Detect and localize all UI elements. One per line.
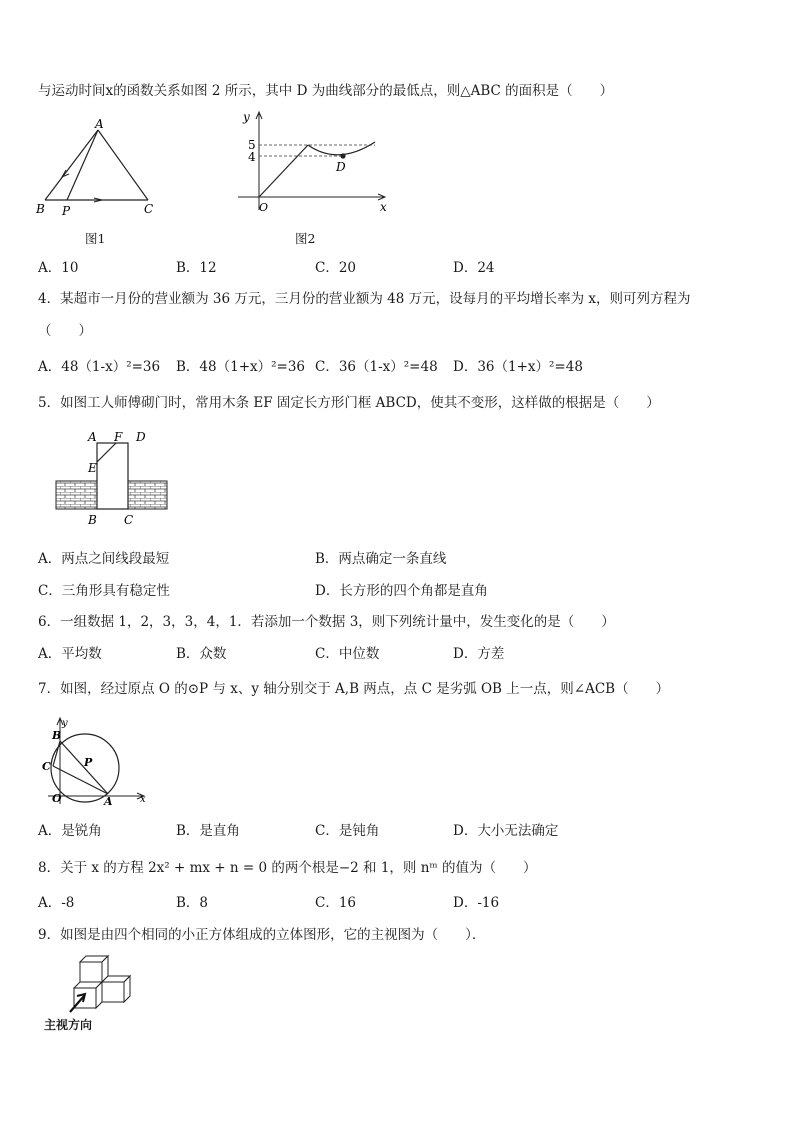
label-d: D	[136, 430, 146, 444]
q3-stem: 与运动时间x的函数关系如图 2 所示，其中 D 为曲线部分的最低点，则△ABC 的面积是（ ）	[38, 83, 614, 99]
line-ca	[53, 766, 108, 794]
label-a: A	[104, 795, 113, 808]
q4-stem-cont: （ ）	[38, 323, 92, 339]
label-c: C	[144, 202, 154, 216]
q3-option-b: B．12	[176, 260, 217, 276]
q7-option-b: B．是直角	[176, 823, 240, 839]
label-p: P	[84, 756, 93, 769]
q4-stem: 4．某超市一月份的营业额为 36 万元，三月份的营业额为 48 万元，设每月的平均增长率为 x，则可列方程为	[38, 291, 691, 307]
q8-option-c: C．16	[315, 895, 357, 911]
q7-option-c: C．是钝角	[315, 823, 380, 839]
q8-option-d: D．-16	[453, 895, 500, 911]
graph-segment	[259, 145, 308, 197]
q5-option-b: B．两点确定一条直线	[315, 551, 447, 567]
label-4: 4	[248, 150, 256, 164]
q5-option-a: A．两点之间线段最短	[38, 551, 170, 567]
line-ac	[98, 130, 148, 200]
q6-option-c: C．中位数	[315, 646, 380, 662]
label-y: y	[243, 110, 250, 124]
q5-figure	[50, 426, 172, 530]
q4-option-c: C．36（1-x）²=48	[315, 359, 438, 375]
label-b: B	[52, 729, 62, 742]
q6-option-a: A．平均数	[38, 646, 102, 662]
label-5: 5	[248, 138, 256, 152]
brick-wall-left	[56, 481, 97, 509]
label-o: O	[52, 792, 62, 805]
q9-cubes-figure	[62, 952, 142, 1016]
label-x: x	[380, 200, 387, 214]
q4-option-b: B．48（1+x）²=36	[176, 359, 306, 375]
q7-option-a: A．是锐角	[38, 823, 102, 839]
label-d: D	[336, 160, 346, 174]
q7-figure	[38, 714, 156, 810]
label-a: A	[95, 117, 104, 131]
point-d	[340, 153, 345, 158]
q3-option-d: D．24	[453, 260, 495, 276]
label-b: B	[88, 513, 97, 527]
brick-wall-right	[128, 481, 167, 509]
label-c: C	[42, 760, 51, 773]
q7-option-d: D．大小无法确定	[453, 823, 559, 839]
cube-top	[80, 956, 108, 982]
q3-figure-1	[30, 112, 170, 222]
q5-option-d: D．长方形的四个角都是直角	[315, 583, 488, 599]
wood-strip-ef	[97, 443, 116, 462]
q5-stem: 5．如图工人师傅砌门时，常用木条 EF 固定长方形门框 ABCD，使其不变形，这样做的根据是（ ）	[38, 395, 660, 411]
q3-option-a: A．10	[38, 260, 79, 276]
q5-option-c: C．三角形具有稳定性	[38, 583, 170, 599]
q3-figure-2	[230, 108, 400, 220]
q4-option-d: D．36（1+x）²=48	[453, 359, 583, 375]
label-y: y	[62, 718, 68, 729]
label-a: A	[88, 430, 97, 444]
q3-fig1-caption: 图1	[85, 231, 106, 246]
q7-stem: 7．如图，经过原点 O 的⊙P 与 x、y 轴分别交于 A,B 两点，点 C 是劣弧 OB 上一点，则∠ACB（ ）	[38, 681, 670, 697]
q3-option-c: C．20	[315, 260, 357, 276]
label-x: x	[140, 794, 146, 805]
q4-option-a: A．48（1-x）²=36	[38, 359, 161, 375]
q9-view-direction-caption: 主视方向	[44, 1018, 93, 1032]
label-f: F	[114, 430, 123, 444]
q8-option-a: A．-8	[38, 895, 75, 911]
q9-stem: 9．如图是由四个相同的小正方体组成的立体图形，它的主视图为（ ）．	[38, 927, 486, 943]
graph-curve	[308, 142, 375, 155]
q6-stem: 6．一组数据 1，2，3，3，4，1．若添加一个数据 3，则下列统计量中，发生变化的是（ ）	[38, 614, 615, 630]
q6-option-b: B．众数	[176, 646, 227, 662]
label-o: O	[259, 201, 269, 214]
q8-option-b: B．8	[176, 895, 209, 911]
label-b: B	[36, 202, 45, 216]
door-frame-abcd	[97, 443, 128, 509]
cube-right	[102, 976, 130, 1002]
label-p: P	[62, 204, 71, 218]
q3-fig2-caption: 图2	[295, 231, 316, 246]
q8-stem: 8．关于 x 的方程 2x² + mx + n = 0 的两个根是−2 和 1，则 nᵐ 的值为（ ）	[38, 860, 537, 876]
label-e: E	[88, 461, 97, 475]
label-c: C	[124, 513, 134, 527]
q6-option-d: D．方差	[453, 646, 505, 662]
